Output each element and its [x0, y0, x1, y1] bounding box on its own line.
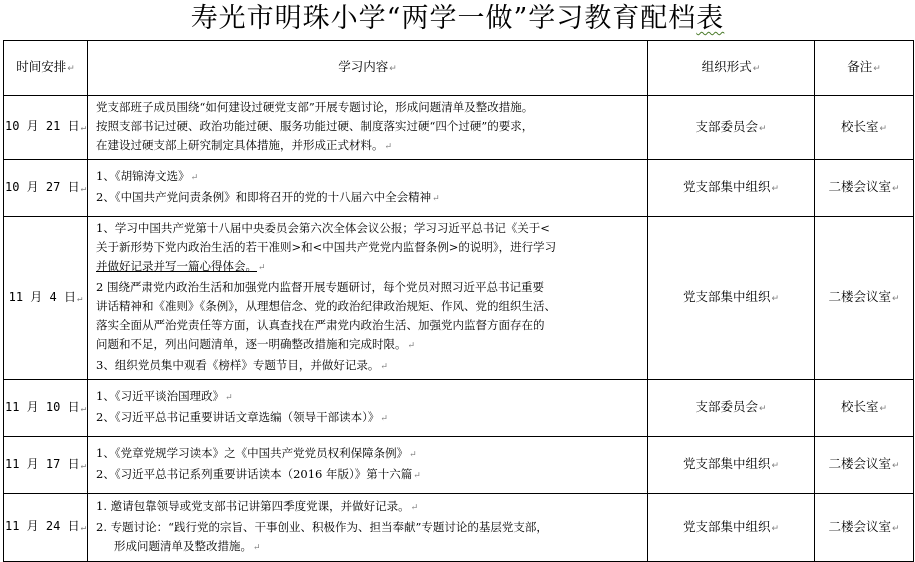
- row-org: 支部委员会↵: [648, 380, 815, 437]
- row-note: 校长室↵: [815, 380, 914, 437]
- row-content: 1、《党章党规学习读本》之《中国共产党党员权利保障条例》↵ 2、《习近平总书记系列重要讲话读本（2016 年版）》第十六篇↵: [88, 437, 648, 494]
- row-note: 二楼会议室↵: [815, 217, 914, 380]
- row-content: 1. 邀请包靠领导或党支部书记讲第四季度党课，并做好记录。↵ 2. 专题讨论：“践行党的宗旨、干事创业、积极作为、担当奉献”专题讨论的基层党支部， 形成问题清单及整改措施。↵: [88, 494, 648, 562]
- row-content: 1、《习近平谈治国理政》↵ 2、《习近平总书记重要讲话文章选编（领导干部读本）》↵: [88, 380, 648, 437]
- row-content: 1、《胡锦涛文选》↵ 2、《中国共产党问责条例》和即将召开的党的十八届六中全会精神↵: [88, 160, 648, 217]
- table-row: [4, 437, 914, 494]
- row-content: 党支部班子成员围绕“如何建设过硬党支部”开展专题讨论，形成问题清单及整改措施。 按照支部书记过硬、政治功能过硬、服务功能过硬、制度落实过硬“四个过硬”的要求， 在建设过硬支部上研究制定具体措施，并形成正式材料。↵: [88, 96, 648, 160]
- header-row: [4, 41, 914, 96]
- table-row: [4, 494, 914, 562]
- header-content: 学习内容↵: [88, 41, 648, 96]
- document-title: [0, 0, 915, 38]
- row-time: 11 月 4 日↵: [4, 217, 88, 380]
- header-time: 时间安排↵: [4, 41, 88, 96]
- row-content: 1、学习中国共产党第十八届中央委员会第六次全体会议公报；学习习近平总书记《关于< 关于新形势下党内政治生活的若干准则>和<中国共产党党内监督条例>的说明》，进行学习 并做好记录并写一篇心得体会。↵ 2 围绕严肃党内政治生活和加强党内监督开展专题研讨，每个党员对照习近平总书记重要 讲话精神和《准则》《条例》，从理想信念、党的政治纪律政治规矩、作风、党的组织生活、 落实全面从严治党责任等方面，认真查找在严肃党内政治生活、加强党内监督方面存在的 问题和不足，列出问题清单，逐一明确整改措施和完成时限。↵ 3、组织党员集中观看《榜样》专题节目，并做好记录。↵: [88, 217, 648, 380]
- row-org: 党支部集中组织↵: [648, 494, 815, 562]
- row-time: 10 月 27 日↵: [4, 160, 88, 217]
- table-row: [4, 380, 914, 437]
- row-note: 二楼会议室↵: [815, 160, 914, 217]
- row-time: 10 月 21 日↵: [4, 96, 88, 160]
- title-main: 寿光市明珠小学“两学一做”学习教育配档: [190, 3, 697, 34]
- table-row: [4, 160, 914, 217]
- header-note: 备注↵: [815, 41, 914, 96]
- row-note: 二楼会议室↵: [815, 437, 914, 494]
- row-org: 党支部集中组织↵: [648, 160, 815, 217]
- row-note: 校长室↵: [815, 96, 914, 160]
- title-tail: 表: [696, 3, 725, 34]
- row-time: 11 月 10 日↵: [4, 380, 88, 437]
- schedule-table: [3, 40, 914, 562]
- row-note: 二楼会议室↵: [815, 494, 914, 562]
- row-org: 支部委员会↵: [648, 96, 815, 160]
- row-time: 11 月 24 日↵: [4, 494, 88, 562]
- table-row: [4, 96, 914, 160]
- table-row: [4, 217, 914, 380]
- row-time: 11 月 17 日↵: [4, 437, 88, 494]
- row-org: 党支部集中组织↵: [648, 437, 815, 494]
- header-org: 组织形式↵: [648, 41, 815, 96]
- row-org: 党支部集中组织↵: [648, 217, 815, 380]
